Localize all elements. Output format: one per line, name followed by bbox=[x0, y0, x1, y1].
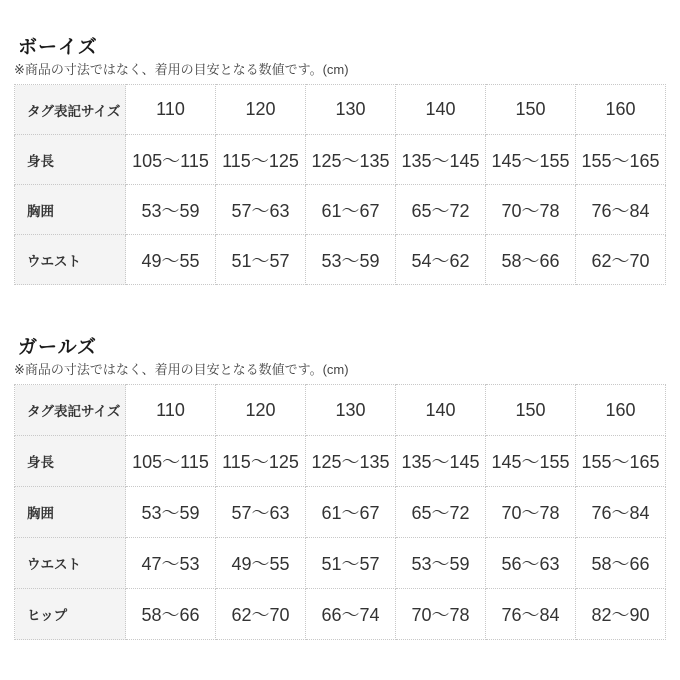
girls-size-header: 110 bbox=[126, 385, 216, 436]
boys-waist-value: 62〜70 bbox=[576, 235, 666, 285]
girls-waist-value: 58〜66 bbox=[576, 538, 666, 589]
girls-section bbox=[14, 337, 666, 640]
boys-corner-label: タグ表記サイズ bbox=[15, 85, 126, 135]
boys-height-label: 身長 bbox=[15, 135, 126, 185]
boys-height-value: 155〜165 bbox=[576, 135, 666, 185]
boys-height-value: 115〜125 bbox=[216, 135, 306, 185]
girls-height-value: 155〜165 bbox=[576, 436, 666, 487]
boys-height-row bbox=[15, 135, 666, 185]
girls-waist-value: 51〜57 bbox=[306, 538, 396, 589]
boys-chest-value: 76〜84 bbox=[576, 185, 666, 235]
boys-section-title: ボーイズ bbox=[18, 37, 98, 58]
girls-size-note: ※商品の寸法ではなく、着用の目安となる数値です。(cm) bbox=[14, 362, 349, 377]
boys-height-value: 105〜115 bbox=[126, 135, 216, 185]
girls-size-header: 140 bbox=[396, 385, 486, 436]
girls-size-header: 150 bbox=[486, 385, 576, 436]
girls-section-title: ガールズ bbox=[18, 337, 98, 358]
boys-size-note: ※商品の寸法ではなく、着用の目安となる数値です。(cm) bbox=[14, 62, 349, 77]
boys-header-row bbox=[15, 85, 666, 135]
girls-hip-value: 62〜70 bbox=[216, 589, 306, 640]
girls-height-row bbox=[15, 436, 666, 487]
girls-waist-value: 53〜59 bbox=[396, 538, 486, 589]
girls-waist-label: ウエスト bbox=[15, 538, 126, 589]
girls-size-header: 130 bbox=[306, 385, 396, 436]
boys-size-header: 110 bbox=[126, 85, 216, 135]
boys-waist-value: 58〜66 bbox=[486, 235, 576, 285]
girls-chest-value: 57〜63 bbox=[216, 487, 306, 538]
boys-height-value: 125〜135 bbox=[306, 135, 396, 185]
girls-chest-value: 61〜67 bbox=[306, 487, 396, 538]
girls-height-value: 125〜135 bbox=[306, 436, 396, 487]
girls-hip-label: ヒップ bbox=[15, 589, 126, 640]
boys-chest-label: 胸囲 bbox=[15, 185, 126, 235]
girls-height-value: 135〜145 bbox=[396, 436, 486, 487]
girls-hip-row bbox=[15, 589, 666, 640]
boys-chest-value: 57〜63 bbox=[216, 185, 306, 235]
boys-waist-row bbox=[15, 235, 666, 285]
boys-chest-value: 70〜78 bbox=[486, 185, 576, 235]
boys-size-header: 130 bbox=[306, 85, 396, 135]
girls-waist-value: 49〜55 bbox=[216, 538, 306, 589]
boys-size-header: 150 bbox=[486, 85, 576, 135]
girls-waist-row bbox=[15, 538, 666, 589]
girls-height-value: 145〜155 bbox=[486, 436, 576, 487]
girls-size-header: 160 bbox=[576, 385, 666, 436]
girls-waist-value: 47〜53 bbox=[126, 538, 216, 589]
girls-chest-value: 76〜84 bbox=[576, 487, 666, 538]
boys-chest-value: 53〜59 bbox=[126, 185, 216, 235]
boys-chest-row bbox=[15, 185, 666, 235]
girls-chest-value: 65〜72 bbox=[396, 487, 486, 538]
boys-size-table bbox=[14, 84, 666, 285]
girls-hip-value: 70〜78 bbox=[396, 589, 486, 640]
girls-hip-value: 66〜74 bbox=[306, 589, 396, 640]
boys-size-header: 120 bbox=[216, 85, 306, 135]
boys-waist-value: 51〜57 bbox=[216, 235, 306, 285]
girls-hip-value: 58〜66 bbox=[126, 589, 216, 640]
girls-chest-value: 53〜59 bbox=[126, 487, 216, 538]
boys-section bbox=[14, 37, 666, 285]
girls-hip-value: 76〜84 bbox=[486, 589, 576, 640]
boys-waist-value: 49〜55 bbox=[126, 235, 216, 285]
boys-waist-label: ウエスト bbox=[15, 235, 126, 285]
boys-waist-value: 54〜62 bbox=[396, 235, 486, 285]
girls-waist-value: 56〜63 bbox=[486, 538, 576, 589]
boys-height-value: 135〜145 bbox=[396, 135, 486, 185]
girls-corner-label: タグ表記サイズ bbox=[15, 385, 126, 436]
boys-height-value: 145〜155 bbox=[486, 135, 576, 185]
boys-chest-value: 61〜67 bbox=[306, 185, 396, 235]
girls-height-value: 105〜115 bbox=[126, 436, 216, 487]
girls-height-value: 115〜125 bbox=[216, 436, 306, 487]
girls-chest-label: 胸囲 bbox=[15, 487, 126, 538]
boys-chest-value: 65〜72 bbox=[396, 185, 486, 235]
boys-size-header: 160 bbox=[576, 85, 666, 135]
girls-size-table bbox=[14, 384, 666, 640]
girls-size-header: 120 bbox=[216, 385, 306, 436]
boys-size-header: 140 bbox=[396, 85, 486, 135]
girls-header-row bbox=[15, 385, 666, 436]
girls-height-label: 身長 bbox=[15, 436, 126, 487]
boys-waist-value: 53〜59 bbox=[306, 235, 396, 285]
girls-chest-row bbox=[15, 487, 666, 538]
girls-chest-value: 70〜78 bbox=[486, 487, 576, 538]
girls-hip-value: 82〜90 bbox=[576, 589, 666, 640]
